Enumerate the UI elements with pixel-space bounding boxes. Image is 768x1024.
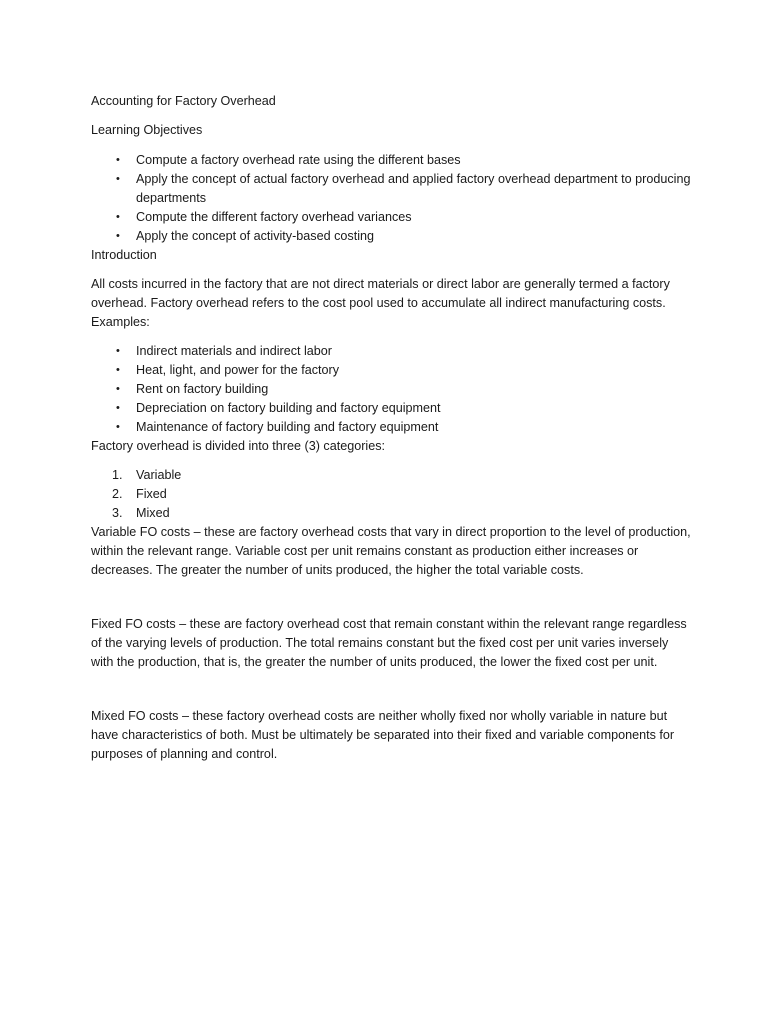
list-item-text: Variable xyxy=(136,468,182,482)
mixed-costs-paragraph: Mixed FO costs – these factory overhead costs are neither wholly fixed nor wholly variable in nature but have characteristics of both. Must be ultimately be separated into their fixed and variable components for purposes of planning and control. xyxy=(91,709,675,761)
learning-objectives-heading: Learning Objectives xyxy=(91,123,203,137)
list-item xyxy=(91,227,691,246)
bullet-icon: • xyxy=(116,211,120,223)
categories-list xyxy=(91,466,691,523)
list-item-text: Rent on factory building xyxy=(136,382,269,396)
bullet-icon: • xyxy=(116,345,120,357)
list-item xyxy=(91,208,691,227)
list-item xyxy=(91,399,691,418)
variable-costs-paragraph: Variable FO costs – these are factory overhead costs that vary in direct proportion to the level of production, within the relevant range. Variable cost per unit remains constant as production either increases or decreases. The greater the number of units produced, the higher the total variable costs. xyxy=(91,525,691,577)
bullet-icon: • xyxy=(116,383,120,395)
document-title: Accounting for Factory Overhead xyxy=(91,94,276,108)
bullet-icon: • xyxy=(116,421,120,433)
list-number: 1. xyxy=(112,468,123,482)
list-number: 2. xyxy=(112,487,123,501)
list-item-text: Heat, light, and power for the factory xyxy=(136,363,340,377)
bullet-icon: • xyxy=(116,364,120,376)
list-item xyxy=(91,504,691,523)
bullet-icon: • xyxy=(116,230,120,242)
list-item xyxy=(91,151,691,170)
document-body xyxy=(91,92,691,764)
list-number: 3. xyxy=(112,506,123,520)
list-item-text: Apply the concept of actual factory overhead and applied factory overhead department to producing departments xyxy=(136,172,691,205)
introduction-paragraph: All costs incurred in the factory that are not direct materials or direct labor are generally termed a factory overhead. Factory overhead refers to the cost pool used to accumulate all indirect manufacturing costs. Examples: xyxy=(91,277,670,329)
categories-heading: Factory overhead is divided into three (3) categories: xyxy=(91,439,386,453)
list-item-text: Maintenance of factory building and factory equipment xyxy=(136,420,439,434)
list-item xyxy=(91,170,691,208)
introduction-heading: Introduction xyxy=(91,248,157,262)
fixed-costs-paragraph: Fixed FO costs – these are factory overhead cost that remain constant within the relevant range regardless of the varying levels of production. The total remains constant but the fixed cost per unit varies inversely with the production, that is, the greater the number of units produced, the lower the fixed cost per unit. xyxy=(91,617,687,669)
list-item-text: Depreciation on factory building and factory equipment xyxy=(136,401,441,415)
bullet-icon: • xyxy=(116,154,120,166)
list-item xyxy=(91,342,691,361)
list-item-text: Indirect materials and indirect labor xyxy=(136,344,332,358)
list-item-text: Mixed xyxy=(136,506,170,520)
list-item xyxy=(91,466,691,485)
bullet-icon: • xyxy=(116,402,120,414)
list-item-text: Compute the different factory overhead variances xyxy=(136,210,412,224)
list-item xyxy=(91,380,691,399)
list-item xyxy=(91,485,691,504)
list-item xyxy=(91,418,691,437)
list-item xyxy=(91,361,691,380)
list-item-text: Apply the concept of activity-based costing xyxy=(136,229,375,243)
list-item-text: Compute a factory overhead rate using the different bases xyxy=(136,153,461,167)
list-item-text: Fixed xyxy=(136,487,167,501)
examples-list xyxy=(91,342,691,437)
learning-objectives-list xyxy=(91,151,691,246)
bullet-icon: • xyxy=(116,173,120,185)
